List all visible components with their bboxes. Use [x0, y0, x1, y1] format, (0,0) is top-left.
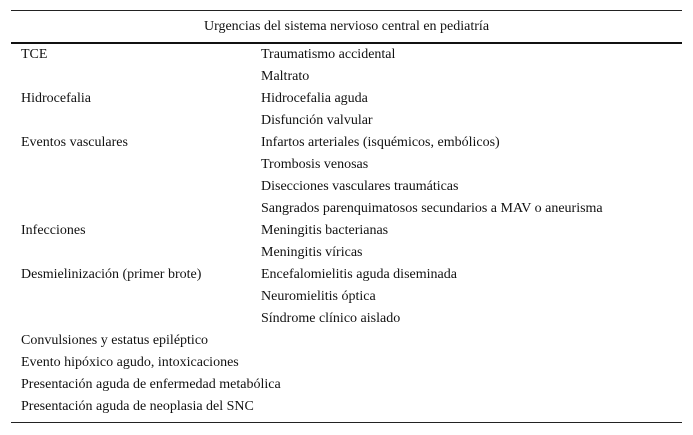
row-detail: Sangrados parenquimatosos secundarios a MAV o aneurisma: [261, 201, 603, 216]
table-bottom-rule: [11, 422, 682, 423]
row-category: Eventos vasculares: [21, 135, 128, 150]
row-category: Infecciones: [21, 223, 86, 238]
row-category: Presentación aguda de enfermedad metabólica: [21, 377, 281, 392]
row-detail: Meningitis víricas: [261, 245, 363, 260]
row-category: Presentación aguda de neoplasia del SNC: [21, 399, 254, 414]
table-caption: Urgencias del sistema nervioso central en pediatría: [203, 19, 490, 34]
table-row: [11, 374, 682, 396]
table-row: [11, 198, 682, 220]
table-row: [11, 66, 682, 88]
table-row: [11, 220, 682, 242]
table-row: [11, 132, 682, 154]
row-detail: Síndrome clínico aislado: [261, 311, 401, 326]
row-detail: Infartos arteriales (isquémicos, embólicos): [261, 135, 500, 150]
row-detail: Disfunción valvular: [261, 113, 373, 128]
row-category: Convulsiones y estatus epiléptico: [21, 333, 209, 348]
row-category: Evento hipóxico agudo, intoxicaciones: [21, 355, 239, 370]
table-row: [11, 110, 682, 132]
table-body: [11, 44, 682, 418]
row-category: TCE: [21, 47, 48, 62]
table-row: [11, 330, 682, 352]
table-row: [11, 176, 682, 198]
table-top-rule: [11, 10, 682, 11]
row-detail: Hidrocefalia aguda: [261, 91, 368, 106]
table-row: [11, 154, 682, 176]
row-detail: Disecciones vasculares traumáticas: [261, 179, 459, 194]
table-row: [11, 242, 682, 264]
row-category: Desmielinización (primer brote): [21, 267, 202, 282]
row-category: Hidrocefalia: [21, 91, 91, 106]
row-detail: Maltrato: [261, 69, 310, 84]
table-row: [11, 352, 682, 374]
table-row: [11, 396, 682, 418]
row-detail: Encefalomielitis aguda diseminada: [261, 267, 457, 282]
row-detail: Neuromielitis óptica: [261, 289, 376, 304]
row-detail: Trombosis venosas: [261, 157, 369, 172]
table-row: [11, 44, 682, 66]
row-detail: Traumatismo accidental: [261, 47, 396, 62]
table-row: [11, 286, 682, 308]
row-detail: Meningitis bacterianas: [261, 223, 389, 238]
table-row: [11, 308, 682, 330]
table-row: [11, 264, 682, 286]
table-row: [11, 88, 682, 110]
